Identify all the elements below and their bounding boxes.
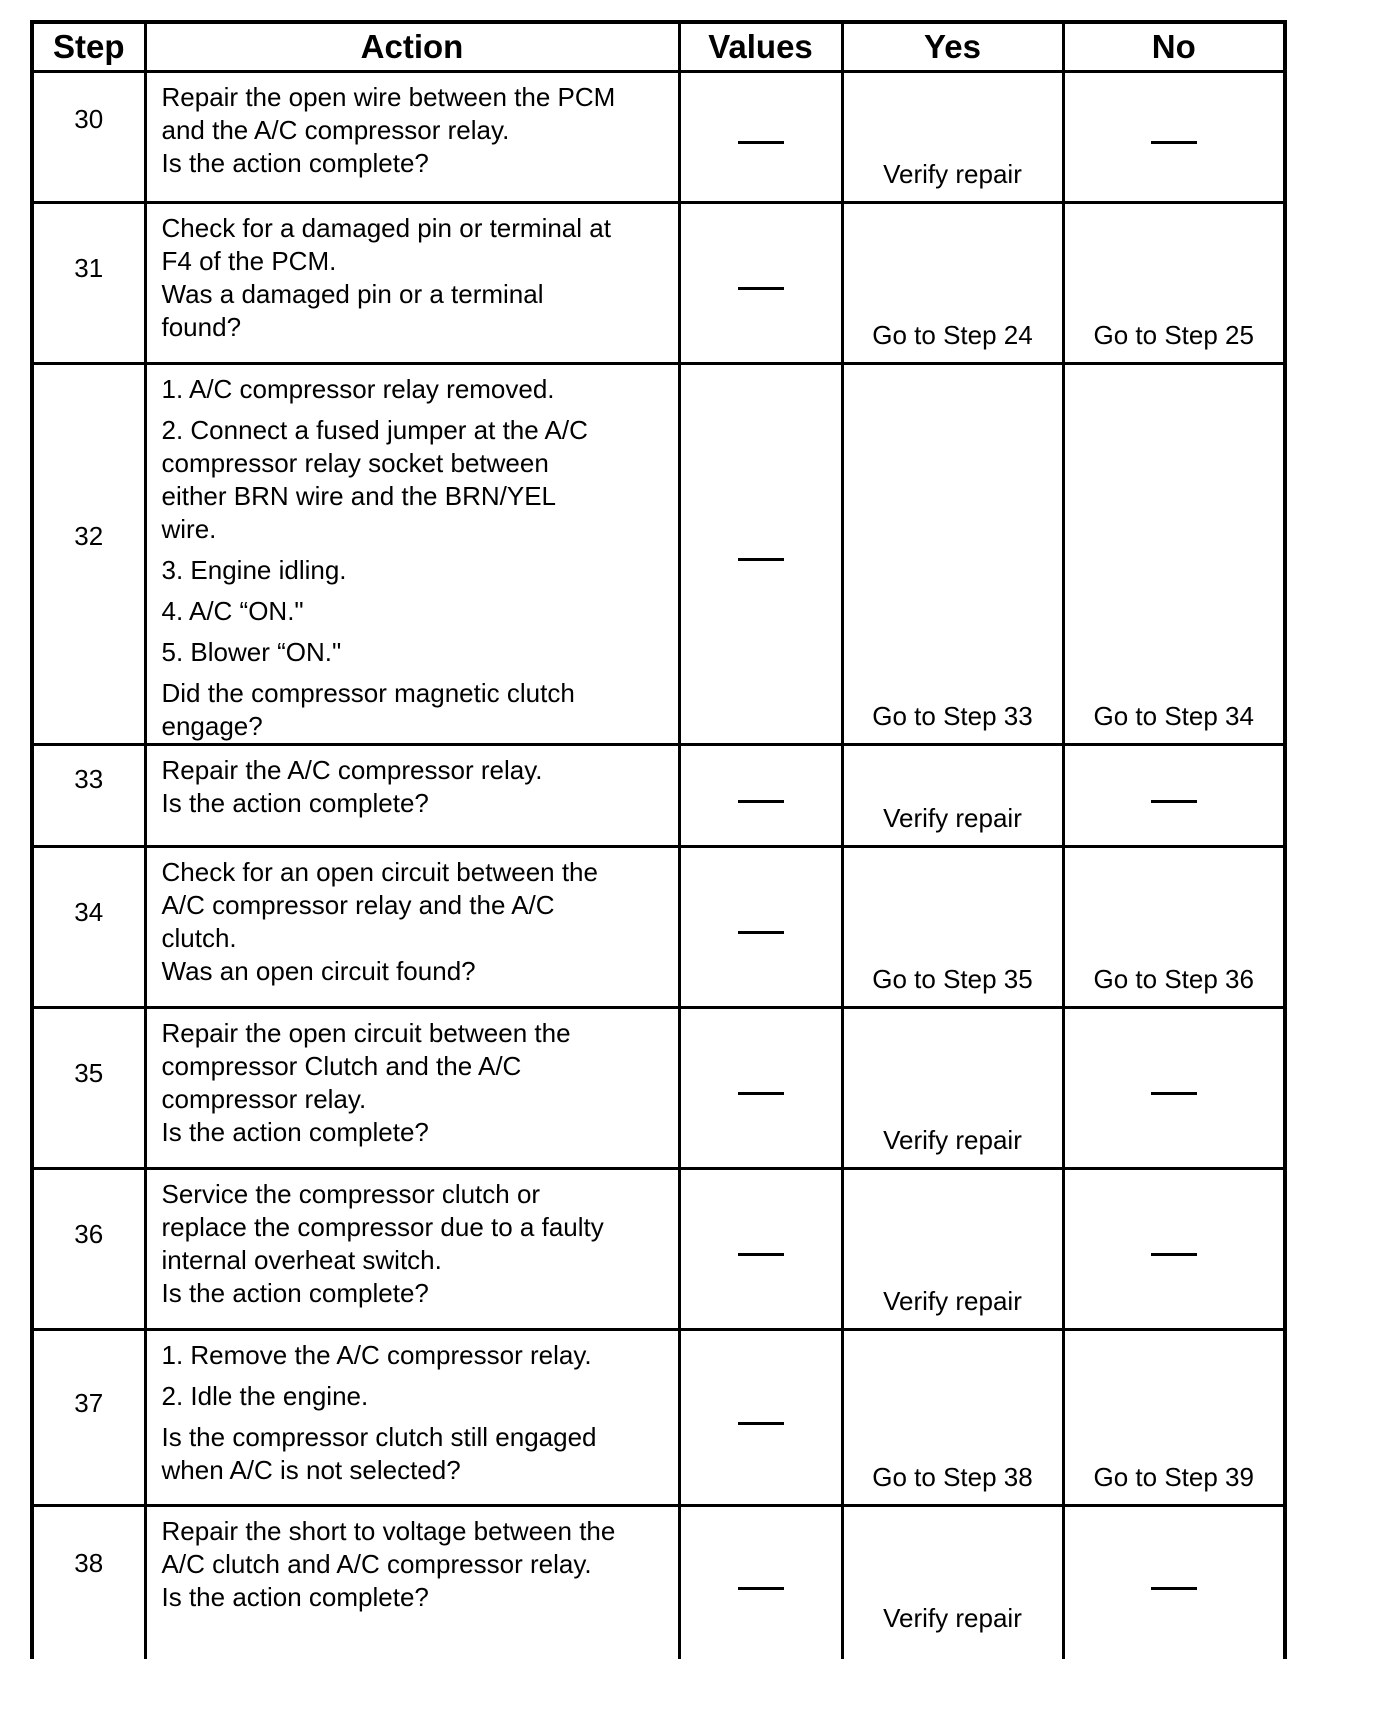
step-number: 33 [74,764,104,794]
yes-cell [842,1008,1063,1169]
yes-value: Verify repair [883,803,1022,833]
values-cell [679,203,842,364]
action-cell [145,72,679,203]
action-line: clutch. [161,923,237,953]
values-cell [679,1008,842,1169]
step-number: 32 [74,521,104,551]
table-row-step-36 [32,1169,1285,1330]
header-step: Step [32,22,145,72]
yes-cell [842,1169,1063,1330]
action-line: compressor relay socket between [161,448,549,478]
action-line: found? [161,312,242,342]
header-yes: Yes [842,22,1063,72]
action-line: Repair the open circuit between the [161,1018,571,1048]
no-cell [1063,1008,1285,1169]
no-cell [1063,1330,1285,1506]
no-cell [1063,745,1285,847]
action-line: Is the action complete? [161,1278,429,1308]
dash-mark [738,1253,784,1256]
yes-value: Go to Step 38 [872,1462,1033,1492]
numbered-item [162,595,668,628]
yes-value: Verify repair [883,1286,1022,1316]
action-cell [145,1169,679,1330]
yes-cell [842,203,1063,364]
step-cell [32,847,145,1008]
step-cell [32,1169,145,1330]
dash-mark [738,1587,784,1590]
action-line: 5. Blower “ON." [161,637,342,667]
step-cell [32,364,145,745]
action-line: compressor Clutch and the A/C [161,1051,522,1081]
action-question: engage? [161,711,263,741]
yes-value: Verify repair [883,159,1022,189]
step-cell [32,72,145,203]
dash-mark [1151,1092,1197,1095]
step-number: 35 [74,1058,104,1088]
action-line: Check for a damaged pin or terminal at [161,213,611,243]
action-line: Repair the A/C compressor relay. [161,755,543,785]
action-line: 2. Connect a fused jumper at the A/C [161,415,588,445]
numbered-item [162,1339,668,1372]
step-cell [32,1330,145,1506]
step-number: 30 [74,104,104,134]
table-row-step-32 [32,364,1285,745]
no-cell [1063,1169,1285,1330]
values-cell [679,1506,842,1660]
action-line: Service the compressor clutch or [161,1179,541,1209]
values-cell [679,1330,842,1506]
yes-cell [842,72,1063,203]
no-value: Go to Step 39 [1093,1462,1254,1492]
no-value: Go to Step 25 [1093,320,1254,350]
action-line: Repair the short to voltage between the [161,1516,616,1546]
action-cell [145,1330,679,1506]
action-line: 1. Remove the A/C compressor relay. [161,1340,592,1370]
dash-mark [738,931,784,934]
action-line: compressor relay. [161,1084,367,1114]
action-line: Is the action complete? [161,1117,429,1147]
header-no: No [1063,22,1285,72]
action-line: replace the compressor due to a faulty [161,1212,604,1242]
action-question: Did the compressor magnetic clutch [161,678,575,708]
action-line: Was an open circuit found? [161,956,476,986]
values-cell [679,364,842,745]
yes-value: Go to Step 24 [872,320,1033,350]
step-number: 31 [74,253,104,283]
step-number: 36 [74,1219,104,1249]
action-line: A/C compressor relay and the A/C [161,890,555,920]
dash-mark [738,287,784,290]
numbered-item [162,1380,668,1413]
yes-cell [842,364,1063,745]
table-row-step-30 [32,72,1285,203]
dash-mark [738,1422,784,1425]
action-line: wire. [161,514,217,544]
yes-value: Go to Step 35 [872,964,1033,994]
action-line: either BRN wire and the BRN/YEL [161,481,557,511]
action-line: 4. A/C “ON." [161,596,304,626]
table-row-step-35 [32,1008,1285,1169]
step-number: 37 [74,1388,104,1418]
action-line: 1. A/C compressor relay removed. [161,374,555,404]
action-line: Is the action complete? [161,788,429,818]
yes-value: Go to Step 33 [872,701,1033,731]
dash-mark [738,800,784,803]
table-row-step-37 [32,1330,1285,1506]
table-row-step-33 [32,745,1285,847]
dash-mark [1151,141,1197,144]
no-value: Go to Step 36 [1093,964,1254,994]
values-cell [679,745,842,847]
dash-mark [1151,800,1197,803]
dash-mark [738,141,784,144]
action-line: 2. Idle the engine. [161,1381,369,1411]
action-line: Repair the open wire between the PCM [161,82,616,112]
action-line: A/C clutch and A/C compressor relay. [161,1549,592,1579]
header-action: Action [145,22,679,72]
action-line: Is the action complete? [161,1582,429,1612]
action-line: Check for an open circuit between the [161,857,598,887]
header-row [32,22,1285,72]
values-cell [679,72,842,203]
action-cell [145,1008,679,1169]
numbered-item [162,636,668,669]
yes-cell [842,1506,1063,1660]
header-values: Values [679,22,842,72]
no-value: Go to Step 34 [1093,701,1254,731]
action-cell [145,203,679,364]
action-cell [145,364,679,745]
yes-cell [842,745,1063,847]
action-line: internal overheat switch. [161,1245,442,1275]
numbered-item [162,414,668,546]
step-cell [32,1506,145,1660]
dash-mark [738,1092,784,1095]
values-cell [679,1169,842,1330]
action-cell [145,847,679,1008]
numbered-item [162,554,668,587]
action-line: and the A/C compressor relay. [161,115,510,145]
dash-mark [1151,1587,1197,1590]
action-cell [145,745,679,847]
yes-cell [842,1330,1063,1506]
no-cell [1063,847,1285,1008]
step-cell [32,203,145,364]
values-cell [679,847,842,1008]
action-line: Is the action complete? [161,148,429,178]
dash-mark [1151,1253,1197,1256]
step-number: 38 [74,1548,104,1578]
action-cell [145,1506,679,1660]
action-question: when A/C is not selected? [161,1455,461,1485]
yes-value: Verify repair [883,1603,1022,1633]
action-line: 3. Engine idling. [161,555,347,585]
step-cell [32,745,145,847]
numbered-item [162,373,668,406]
no-cell [1063,72,1285,203]
step-number: 34 [74,897,104,927]
action-line: F4 of the PCM. [161,246,337,276]
no-cell [1063,1506,1285,1660]
no-cell [1063,203,1285,364]
action-question: Is the compressor clutch still engaged [161,1422,597,1452]
no-cell [1063,364,1285,745]
table-row-step-31 [32,203,1285,364]
step-cell [32,1008,145,1169]
yes-cell [842,847,1063,1008]
table-row-step-34 [32,847,1285,1008]
diagnostic-table [30,20,1287,1659]
dash-mark [738,558,784,561]
action-line: Was a damaged pin or a terminal [161,279,544,309]
yes-value: Verify repair [883,1125,1022,1155]
table-row-step-38 [32,1506,1285,1660]
